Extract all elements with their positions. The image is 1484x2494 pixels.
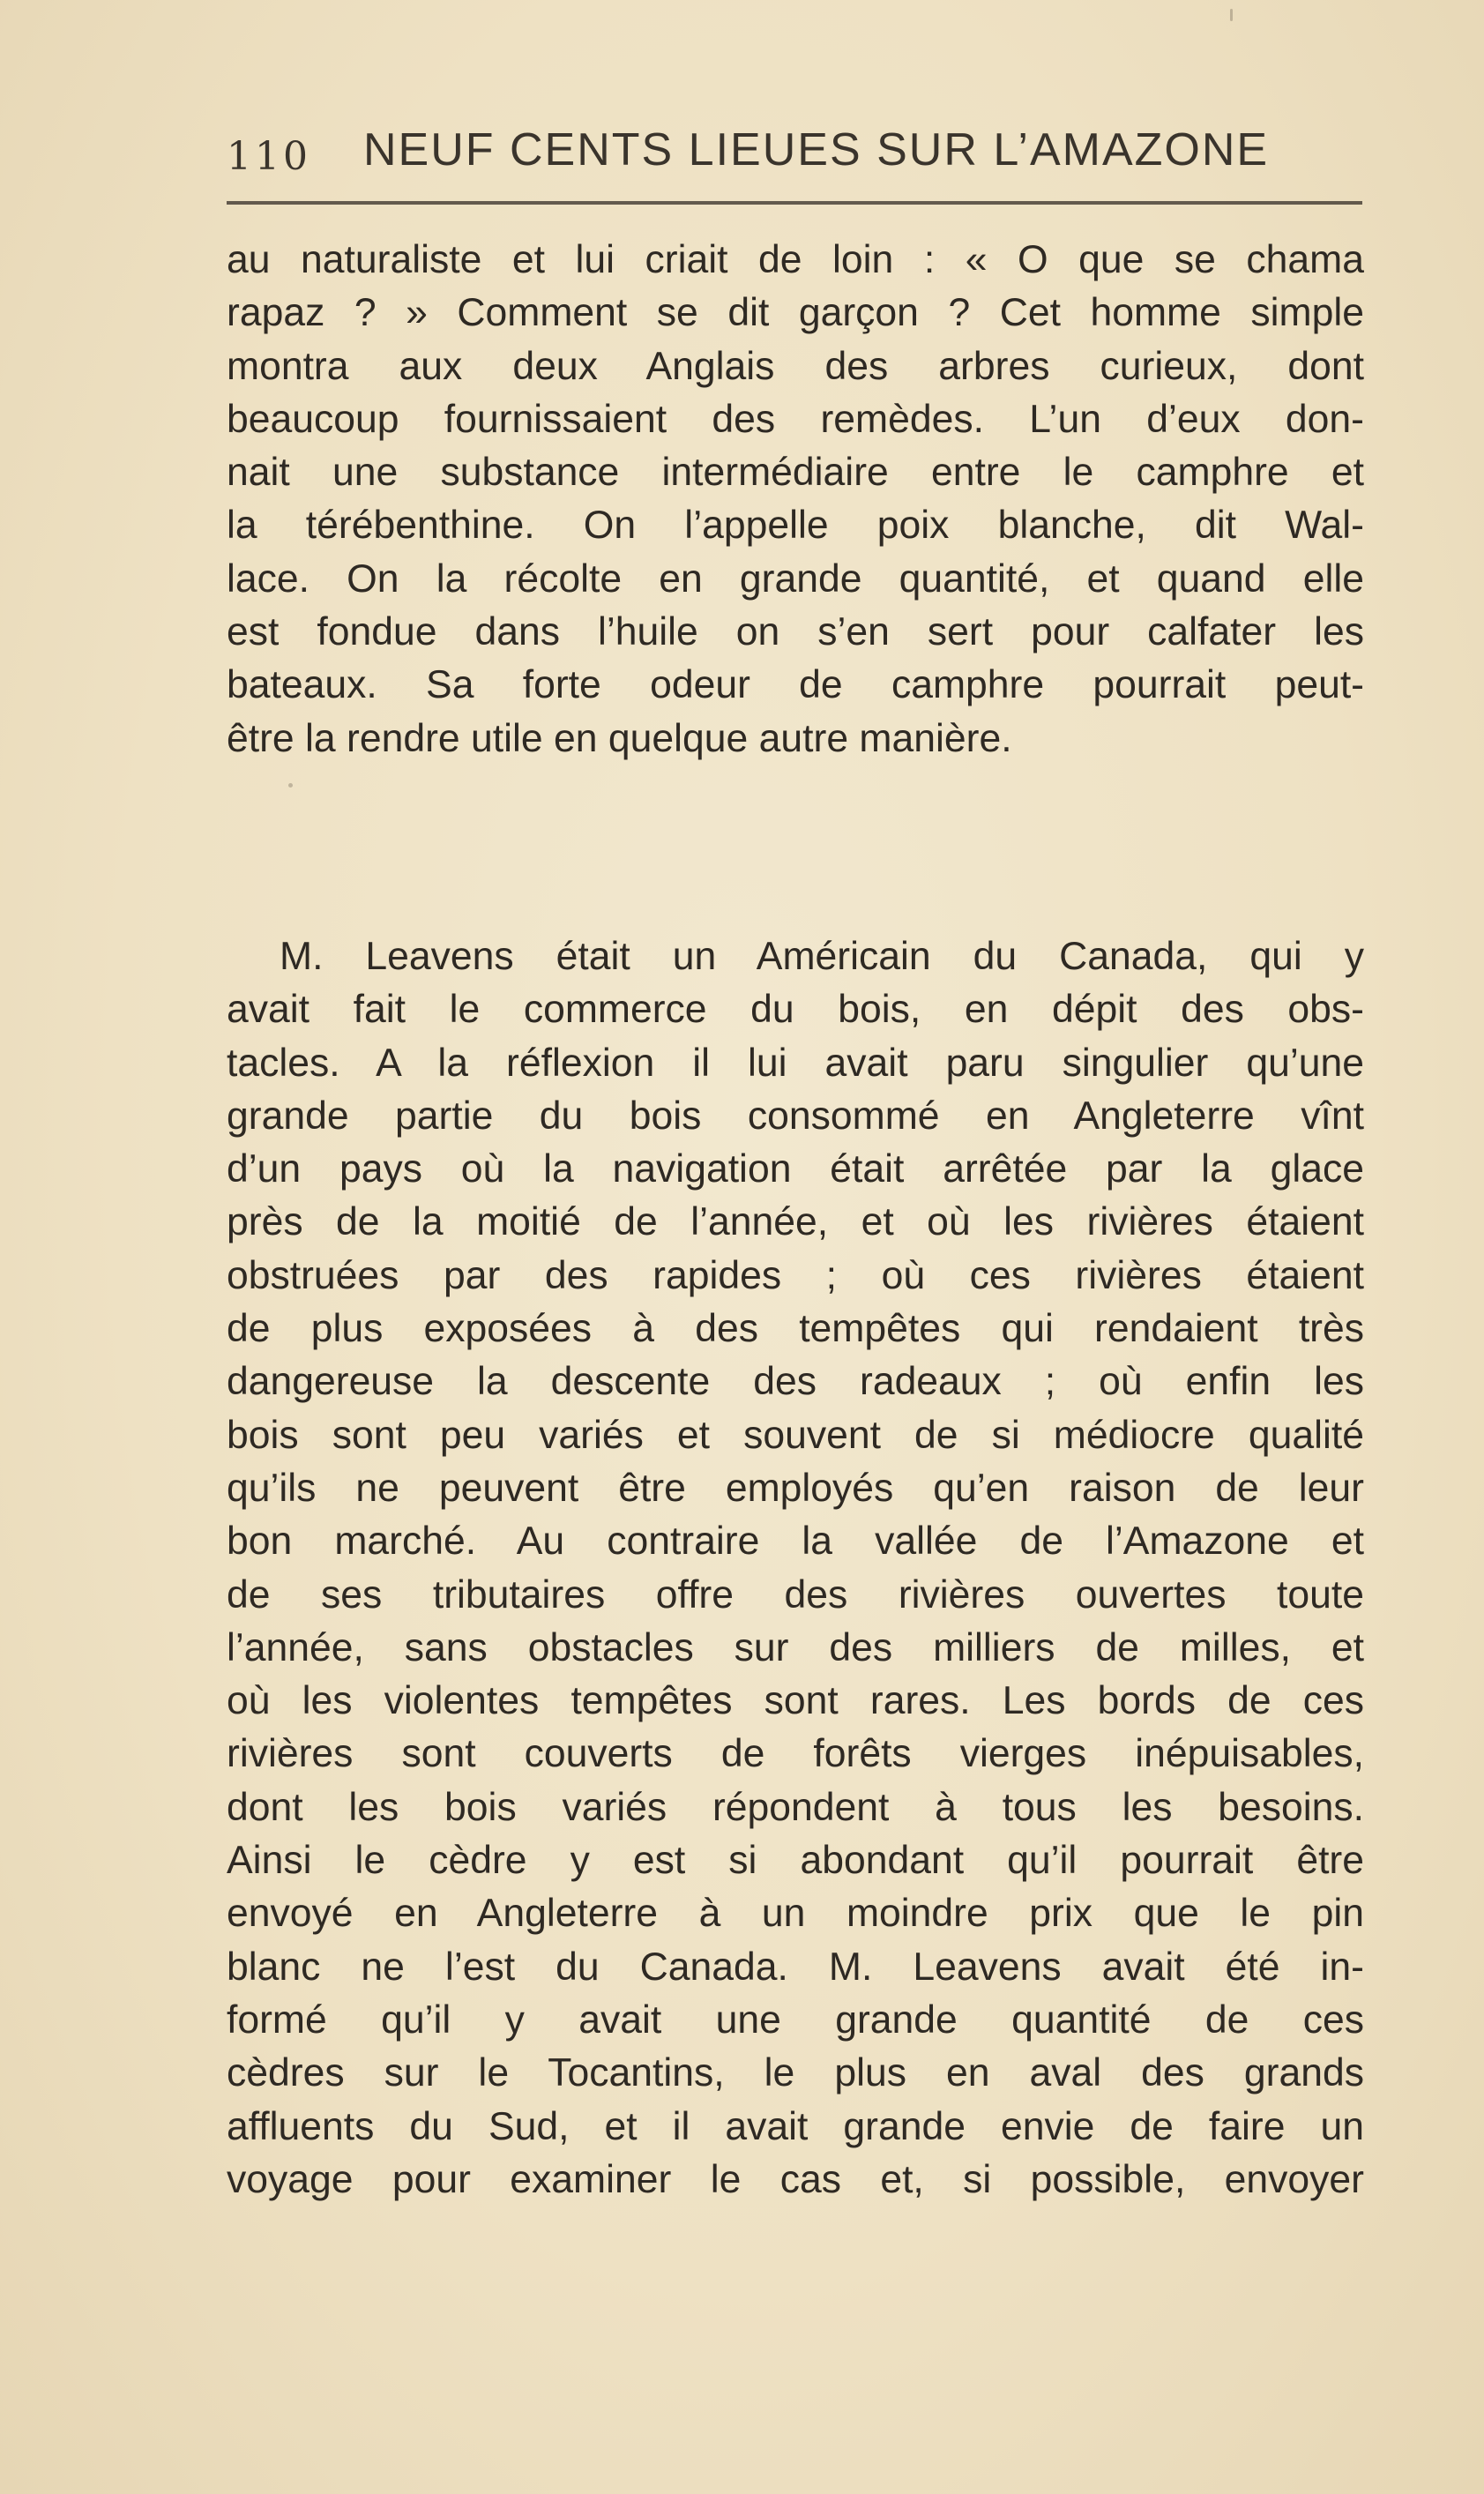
text-line: blanc ne l’est du Canada. M. Leavens avait été in-: [227, 1945, 1364, 1989]
text-line: d’un pays où la navigation était arrêtée par la glace: [227, 1147, 1364, 1191]
page-header: [218, 123, 1364, 194]
text-line: montra aux deux Anglais des arbres curieux, dont: [227, 344, 1364, 388]
page-number: 110: [227, 134, 311, 179]
text-line: M. Leavens était un Américain du Canada, qui y: [280, 935, 1364, 978]
paper-speck: [1230, 9, 1233, 21]
text-line: où les violentes tempêtes sont rares. Les bords de ces: [227, 1679, 1364, 1723]
text-line: dont les bois variés répondent à tous les besoins.: [227, 1785, 1364, 1829]
header-rule: [227, 201, 1362, 205]
text-line: rapaz ? » Comment se dit garçon ? Cet homme simple: [227, 291, 1364, 335]
running-title: NEUF CENTS LIEUES SUR L’AMAZONE: [363, 124, 1270, 175]
text-line: Ainsi le cèdre y est si abondant qu’il pourrait être: [227, 1839, 1364, 1883]
paper-speck: [288, 783, 293, 788]
text-line: qu’ils ne peuvent être employés qu’en raison de leur: [227, 1466, 1364, 1510]
text-line: dangereuse la descente des radeaux ; où enfin les: [227, 1360, 1364, 1404]
text-line: est fondue dans l’huile on s’en sert pour calfater les: [227, 610, 1364, 654]
text-line: avait fait le commerce du bois, en dépit des obs-: [227, 988, 1364, 1032]
text-line: l’année, sans obstacles sur des milliers de milles, et: [227, 1625, 1364, 1669]
paragraph-2: [227, 930, 1364, 2207]
text-line: être la rendre utile en quelque autre manière.: [227, 716, 1012, 760]
text-line: formé qu’il y avait une grande quantité de ces: [227, 1997, 1364, 2042]
text-line: de plus exposées à des tempêtes qui rendaient très: [227, 1307, 1364, 1351]
text-line: tacles. A la réflexion il lui avait paru singulier qu’une: [227, 1041, 1364, 1085]
text-line: beaucoup fournissaient des remèdes. L’un d’eux don-: [227, 397, 1364, 441]
text-line: lace. On la récolte en grande quantité, et quand elle: [227, 556, 1364, 601]
paragraph-1: [227, 234, 1364, 765]
text-line: bateaux. Sa forte odeur de camphre pourrait peut-: [227, 663, 1364, 707]
text-line: au naturaliste et lui criait de loin : « O que se chama: [227, 238, 1364, 281]
text-line: bon marché. Au contraire la vallée de l’Amazone et: [227, 1520, 1364, 1564]
text-line: obstruées par des rapides ; où ces rivières étaient: [227, 1253, 1364, 1297]
text-line: voyage pour examiner le cas et, si possible, envoyer: [227, 2157, 1364, 2201]
text-line: nait une substance intermédiaire entre le camphre et: [227, 451, 1364, 495]
text-line: grande partie du bois consommé en Angleterre vînt: [227, 1094, 1364, 1138]
text-line: affluents du Sud, et il avait grande envie de faire un: [227, 2104, 1364, 2148]
text-line: cèdres sur le Tocantins, le plus en aval des grands: [227, 2051, 1364, 2095]
text-line: rivières sont couverts de forêts vierges inépuisables,: [227, 1732, 1364, 1776]
text-line: la térébenthine. On l’appelle poix blanche, dit Wal-: [227, 504, 1364, 548]
text-line: envoyé en Angleterre à un moindre prix que le pin: [227, 1892, 1364, 1936]
text-line: de ses tributaires offre des rivières ouvertes toute: [227, 1572, 1364, 1617]
text-line: bois sont peu variés et souvent de si médiocre qualité: [227, 1413, 1364, 1457]
text-line: près de la moitié de l’année, et où les rivières étaient: [227, 1200, 1364, 1244]
